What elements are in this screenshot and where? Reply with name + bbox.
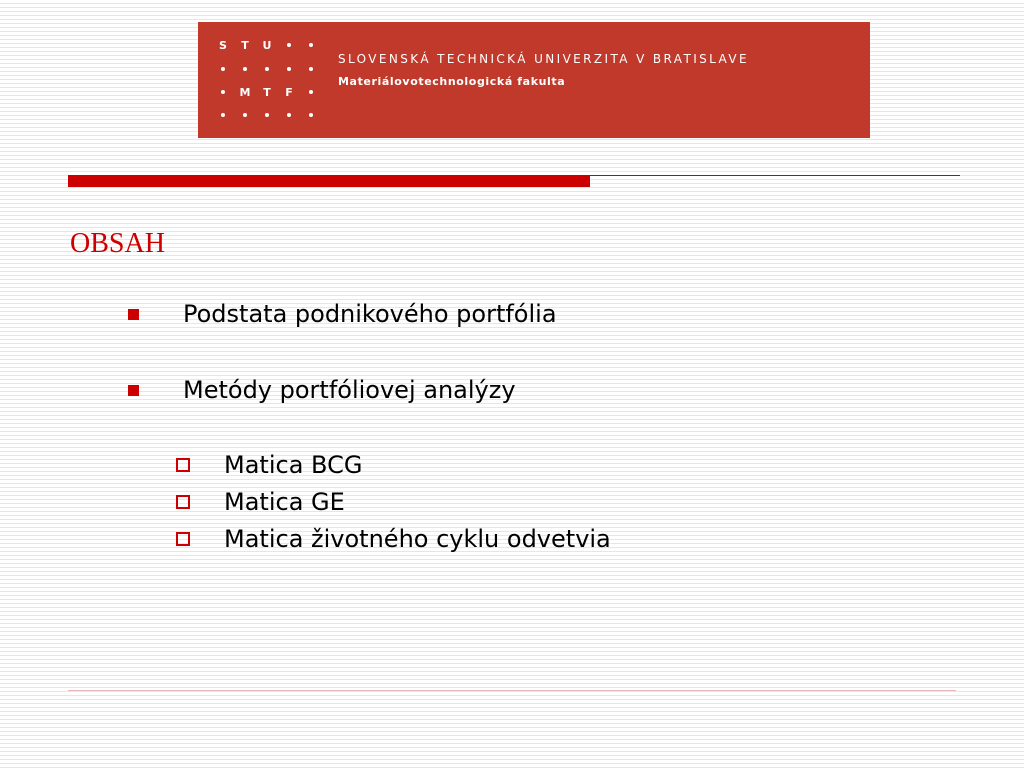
logo-dot (300, 81, 322, 103)
faculty-name: Materiálovotechnologická fakulta (338, 75, 566, 88)
list-item (128, 300, 557, 328)
logo-letter-s: S (219, 38, 227, 52)
logo-letter-u: U (262, 38, 272, 52)
hollow-square-icon (176, 458, 190, 472)
sub-list-item-label: Matica životného cyklu odvetvia (224, 525, 611, 553)
footer-divider (68, 690, 956, 691)
filled-square-icon (128, 385, 139, 396)
logo-dot (278, 34, 300, 56)
logo-dot (278, 104, 300, 126)
filled-square-icon (128, 309, 139, 320)
header-divider-thick (68, 175, 590, 187)
logo-dot (300, 104, 322, 126)
logo-dot (256, 58, 278, 80)
logo-letter-t: T (263, 85, 271, 99)
logo-letter-m: M (239, 85, 251, 99)
slide-title: OBSAH (70, 228, 165, 259)
hollow-square-icon (176, 495, 190, 509)
sub-list-item-label: Matica GE (224, 488, 345, 516)
logo-dot (234, 58, 256, 80)
logo-dot (278, 58, 300, 80)
logo-dot (300, 58, 322, 80)
university-banner (198, 22, 870, 138)
logo-dot (212, 58, 234, 80)
sub-list-item (176, 451, 362, 479)
sub-list-item (176, 525, 611, 553)
hollow-square-icon (176, 532, 190, 546)
list-item-label: Podstata podnikového portfólia (183, 300, 557, 328)
logo-letter-f: F (285, 85, 293, 99)
header-divider-thin (590, 175, 960, 176)
list-item-label: Metódy portfóliovej analýzy (183, 376, 516, 404)
sub-list-item (176, 488, 345, 516)
logo-dot (212, 81, 234, 103)
logo-dot (212, 104, 234, 126)
logo-dot (256, 104, 278, 126)
stu-mtf-logo (212, 34, 324, 126)
logo-dot (300, 34, 322, 56)
list-item (128, 376, 516, 404)
logo-letter-t: T (241, 38, 249, 52)
sub-list-item-label: Matica BCG (224, 451, 363, 479)
university-name: SLOVENSKÁ TECHNICKÁ UNIVERZITA V BRATISLAVE (338, 52, 749, 66)
logo-dot (234, 104, 256, 126)
